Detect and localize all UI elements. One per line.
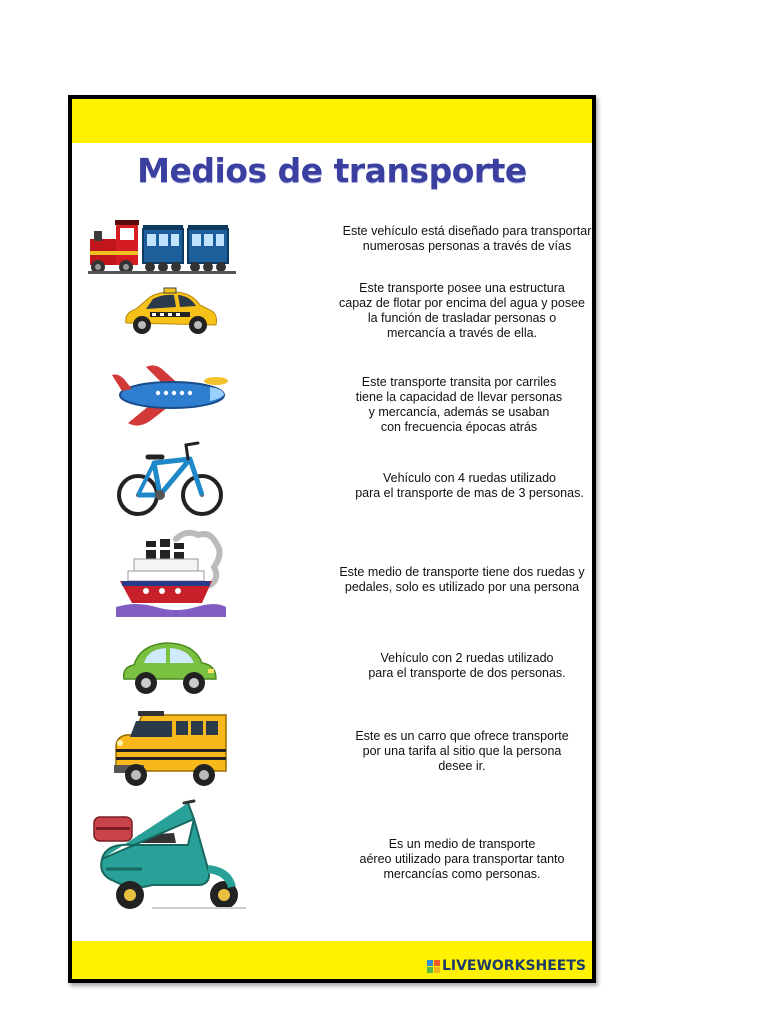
ship-icon — [116, 527, 226, 619]
description-5: Este medio de transporte tiene dos ruedas y pedales, solo es utilizado por una persona — [339, 565, 585, 594]
scooter-icon — [92, 799, 246, 913]
description-7: Este es un carro que ofrece transporte por una tarifa al sitio que la persona desee ir. — [355, 729, 569, 773]
logo-text: LIVEWORKSHEETS — [441, 958, 586, 974]
car-icon — [120, 637, 220, 699]
taxi-icon — [120, 285, 220, 341]
description-2: Este transporte posee una estructura capaz de flotar por encima del agua y posee la función de trasladar personas o mercancía a través de ella. — [339, 281, 585, 340]
description-4: Vehículo con 4 ruedas utilizado para el transporte de mas de 3 personas. — [355, 471, 584, 500]
bus-icon — [112, 705, 232, 797]
description-8: Es un medio de transporte aéreo utilizado para transportar tanto mercancías como personas. — [359, 837, 565, 881]
description-3: Este transporte transita por carriles tiene la capacidad de llevar personas y mercancía, además se usaban con frecuencia épocas atrás — [355, 375, 563, 434]
liveworksheets-logo[interactable] — [427, 958, 586, 974]
page-title: Medios de transporte — [137, 151, 527, 190]
top-yellow-band — [72, 99, 592, 143]
worksheet-page — [68, 95, 596, 983]
train-icon — [88, 217, 236, 277]
bicycle-icon — [116, 435, 226, 521]
airplane-icon — [110, 361, 232, 431]
description-1: Este vehículo está diseñado para transportar numerosas personas a través de vías — [342, 224, 592, 253]
description-6: Vehículo con 2 ruedas utilizado para el transporte de dos personas. — [368, 651, 566, 680]
liveworksheets-mark-icon — [427, 960, 440, 973]
